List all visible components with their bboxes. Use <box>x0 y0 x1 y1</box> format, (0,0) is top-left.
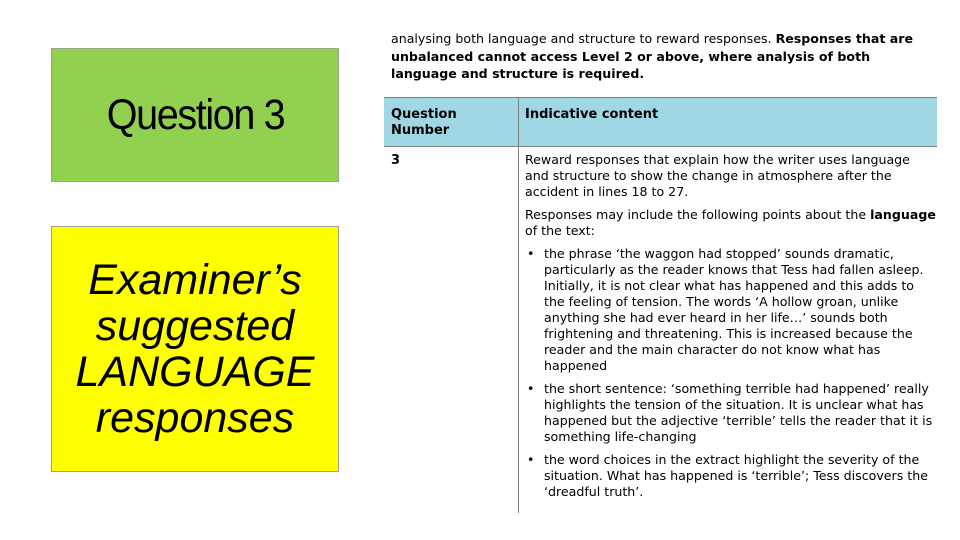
bullet-icon: • <box>527 246 535 261</box>
question-number-header: Question Number <box>391 107 457 138</box>
column-divider <box>518 97 519 513</box>
list-item <box>525 381 937 445</box>
slide-title: Question 3 <box>106 90 284 139</box>
language-keyword: language <box>870 207 936 222</box>
indicative-content <box>525 152 937 507</box>
subtitle-line: responses <box>95 394 295 442</box>
language-paragraph-end: of the text: <box>525 223 595 238</box>
language-paragraph <box>525 207 937 239</box>
table-header <box>384 97 937 147</box>
bullet-icon: • <box>527 381 535 396</box>
list-item-text: the short sentence: ‘something terrible had happened’ really highlights the tension of the situation. It is unclear what has happened but the adjective ‘terrible’ tells the reader that it is something life-changing <box>544 381 933 444</box>
intro-plain-text: analysing both language and structure to reward responses. <box>391 31 776 46</box>
intro-text <box>391 30 931 83</box>
list-item <box>525 452 937 500</box>
subtitle-line: LANGUAGE <box>75 348 315 396</box>
list-item-text: the phrase ‘the waggon had stopped’ sounds dramatic, particularly as the reader knows that Tess had fallen asleep. Initially, it is not clear what has happened and this adds to the feeling of tension. The words ‘A hollow groan, unlike anything she had ever heard in her life…’ sounds both frightening and threatening. This is increased because the reader and the main character do not know what has happened <box>544 246 924 373</box>
subtitle-box <box>51 226 339 472</box>
subtitle-line: Examiner’s <box>88 256 302 304</box>
reward-paragraph: Reward responses that explain how the writer uses language and structure to show the change in atmosphere after the accident in lines 18 to 27. <box>525 152 910 199</box>
points-list <box>525 246 937 500</box>
intro-bold-text: Responses that are unbalanced cannot access Level 2 or above, where analysis of both language and structure is required. <box>391 31 913 81</box>
subtitle-line: suggested <box>95 302 295 350</box>
question-number: 3 <box>391 153 401 168</box>
title-box <box>51 48 339 182</box>
language-paragraph-start: Responses may include the following points about the <box>525 207 871 222</box>
indicative-content-header: Indicative content <box>525 107 659 122</box>
list-item-text: the word choices in the extract highlight the severity of the situation. What has happened is ‘terrible’; Tess discovers the ‘dreadful truth’. <box>544 452 928 499</box>
list-item <box>525 246 937 374</box>
bullet-icon: • <box>527 452 535 467</box>
